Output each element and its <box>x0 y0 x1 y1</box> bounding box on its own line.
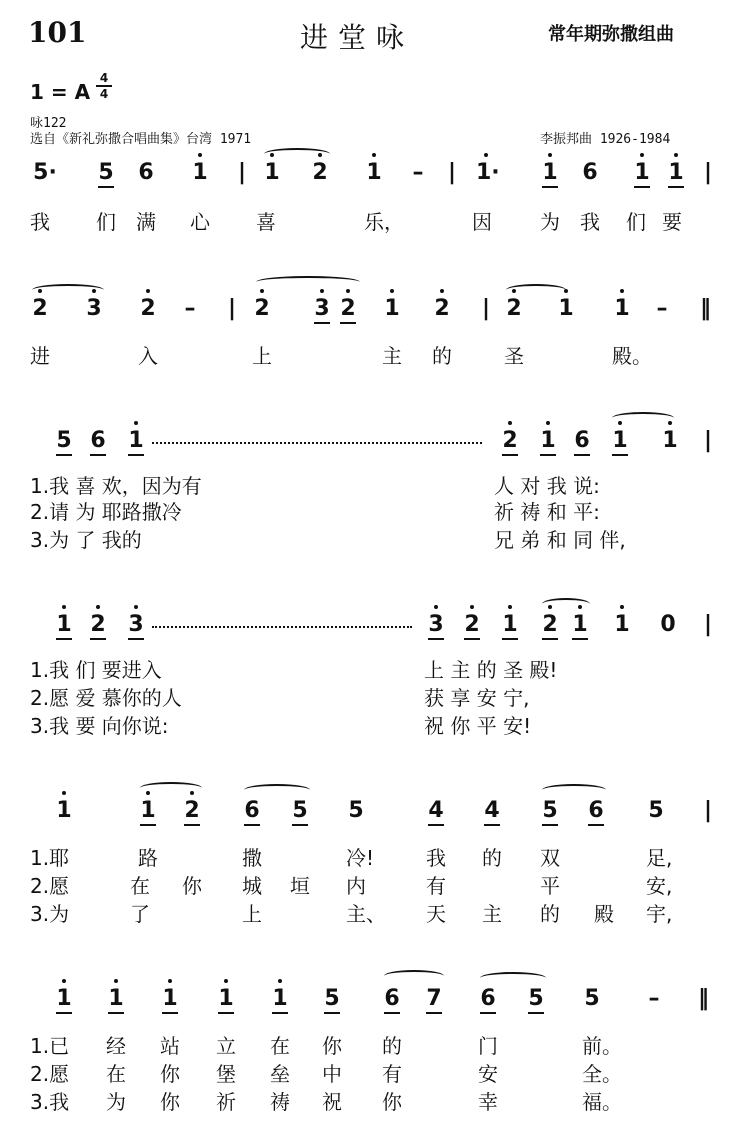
lyric: 立 <box>216 1034 236 1058</box>
lyric: 殿 <box>594 902 614 926</box>
verse-lyric: 兄 弟 和 同 伴, <box>494 528 626 552</box>
lyric: 经 <box>106 1034 126 1058</box>
slur <box>506 284 566 296</box>
note: 1 <box>666 160 686 185</box>
note: 2 <box>30 296 50 321</box>
note: 1 <box>106 986 126 1011</box>
lyric: 有 <box>426 874 446 898</box>
note: 2 <box>338 296 358 321</box>
note: 1 <box>610 428 630 453</box>
note: 5 <box>584 986 600 1011</box>
lyric: 中 <box>322 1062 342 1086</box>
note: 1 <box>632 160 652 185</box>
note: 5 <box>540 798 560 823</box>
slur <box>264 148 330 160</box>
lyric: 了 <box>130 902 150 926</box>
lyric: 你 <box>160 1090 180 1114</box>
lyric: 堡 <box>216 1062 236 1086</box>
lyric: 们 <box>626 210 646 234</box>
note: 2 <box>138 296 158 321</box>
lyric: 城 <box>242 874 262 898</box>
slur <box>480 972 546 984</box>
dash: – <box>184 296 196 321</box>
barline: | <box>704 798 713 823</box>
slur <box>32 284 104 296</box>
verse-lyric: 获 享 安 宁, <box>424 686 530 710</box>
lyric: 上 <box>252 344 272 368</box>
verse-lyric: 1.我 们 要进入 <box>30 658 162 682</box>
lyric: 你 <box>160 1062 180 1086</box>
source-note: 选自《新礼弥撒合唱曲集》台湾 1971 <box>30 132 252 147</box>
lyric: 祝 <box>322 1090 342 1114</box>
lyric: 1.已 <box>30 1034 70 1058</box>
dash: – <box>648 986 660 1011</box>
lyric: 门 <box>478 1034 498 1058</box>
lyric: 内 <box>346 874 366 898</box>
lyric: 乐， <box>364 210 404 234</box>
lyric: 3.为 <box>30 902 70 926</box>
verse-lyric: 3.我 要 向你说: <box>30 714 169 738</box>
note: 2 <box>540 612 560 637</box>
lyric: 要 <box>662 210 682 234</box>
note: 2 <box>310 160 330 185</box>
barline: | <box>482 296 491 321</box>
note: 1 <box>364 160 384 185</box>
lyric: 在 <box>106 1062 126 1086</box>
lyric: 你 <box>322 1034 342 1058</box>
note: 5 <box>54 428 74 453</box>
lyric: 祷 <box>270 1090 290 1114</box>
note: 1 <box>138 798 158 823</box>
note: 2 <box>500 428 520 453</box>
note: 1 <box>570 612 590 637</box>
note: 1 <box>540 160 560 185</box>
time-top: 4 <box>99 71 109 85</box>
rest: 0 <box>660 612 676 637</box>
lyric: 宇, <box>646 902 673 926</box>
lyric: 2.愿 <box>30 874 70 898</box>
lyric: 上 <box>242 902 262 926</box>
slur <box>244 784 310 796</box>
lyric: 的 <box>382 1034 402 1058</box>
lyric: 站 <box>160 1034 180 1058</box>
slur <box>542 784 606 796</box>
lyric: 喜 <box>256 210 276 234</box>
note: 5 <box>322 986 342 1011</box>
lyric: 足, <box>646 846 673 870</box>
note: 1 <box>612 612 632 637</box>
slur <box>384 970 444 982</box>
lyric: 在 <box>270 1034 290 1058</box>
lyric: 有 <box>382 1062 402 1086</box>
note: 1 <box>126 428 146 453</box>
note: 2 <box>182 798 202 823</box>
slur <box>140 782 202 794</box>
lyric: 主 <box>382 344 402 368</box>
composer-note: 李振邦曲 1926-1984 <box>540 132 671 147</box>
verse-lyric: 祝 你 平 安! <box>424 714 532 738</box>
lyric: 主 <box>482 902 502 926</box>
lyric: 的 <box>482 846 502 870</box>
note: 5 <box>648 798 664 823</box>
note: 1 <box>500 612 520 637</box>
lyric: 垣 <box>290 874 310 898</box>
note: 6 <box>88 428 108 453</box>
dash: – <box>412 160 424 185</box>
note: 2 <box>432 296 452 321</box>
hymn-code: 咏122 <box>30 116 67 131</box>
lyric: 我 <box>580 210 600 234</box>
note: 1 <box>538 428 558 453</box>
note: 3 <box>312 296 332 321</box>
note: 2 <box>252 296 272 321</box>
note: 1· <box>476 160 496 185</box>
note: 5 <box>290 798 310 823</box>
lyric: 我 <box>30 210 50 234</box>
note: 6 <box>242 798 262 823</box>
note: 1 <box>556 296 576 321</box>
note: 6 <box>382 986 402 1011</box>
time-signature <box>96 72 112 100</box>
lyric: 2.愿 <box>30 1062 70 1086</box>
lyric: 满 <box>136 210 156 234</box>
lyric: 1.耶 <box>30 846 70 870</box>
lyric: 3.我 <box>30 1090 70 1114</box>
note: 1 <box>54 798 74 823</box>
lyric: 祈 <box>216 1090 236 1114</box>
note: 1 <box>160 986 180 1011</box>
final-barline: ‖ <box>700 296 711 321</box>
lyric: 全。 <box>582 1062 622 1086</box>
hymn-title: 进堂咏 <box>300 21 415 54</box>
verse-lyric: 祈 祷 和 平: <box>494 500 600 524</box>
note: 1 <box>262 160 282 185</box>
barline: | <box>704 612 713 637</box>
lyric: 我 <box>426 846 446 870</box>
lyric: 在 <box>130 874 150 898</box>
note: 1 <box>270 986 290 1011</box>
lyric: 前。 <box>582 1034 622 1058</box>
lyric: 心 <box>190 210 210 234</box>
barline: | <box>704 428 713 453</box>
lyric: 的 <box>540 902 560 926</box>
lyric: 双 <box>540 846 560 870</box>
note: 1 <box>54 612 74 637</box>
verse-lyric: 人 对 我 说: <box>494 474 600 498</box>
lyric: 进 <box>30 344 50 368</box>
note: 4 <box>482 798 502 823</box>
lyric: 安, <box>646 874 673 898</box>
lyric: 圣 <box>504 344 524 368</box>
lyric: 的 <box>432 344 452 368</box>
barline: | <box>238 160 247 185</box>
note: 1 <box>216 986 236 1011</box>
barline: | <box>228 296 237 321</box>
lyric: 你 <box>382 1090 402 1114</box>
verse-lyric: 上 主 的 圣 殿! <box>424 658 558 682</box>
note: 6 <box>586 798 606 823</box>
hymn-subtitle: 常年期弥撒组曲 <box>548 24 674 45</box>
note: 2 <box>88 612 108 637</box>
lyric: 入 <box>138 344 158 368</box>
note: 3 <box>426 612 446 637</box>
lyric: 平 <box>540 874 560 898</box>
slur <box>542 598 590 610</box>
note: 6 <box>478 986 498 1011</box>
lyric: 为 <box>540 210 560 234</box>
lyric: 冷! <box>346 846 375 870</box>
lyric: 幸 <box>478 1090 498 1114</box>
barline: | <box>704 160 713 185</box>
note: 5 <box>526 986 546 1011</box>
barline: | <box>448 160 457 185</box>
hymn-number: 101 <box>28 16 87 49</box>
note: 1 <box>190 160 210 185</box>
note: 6 <box>572 428 592 453</box>
key-signature: 1 = A <box>30 80 91 104</box>
lyric: 为 <box>106 1090 126 1114</box>
note: 7 <box>424 986 444 1011</box>
note: 2 <box>504 296 524 321</box>
lyric: 们 <box>96 210 116 234</box>
note: 5 <box>96 160 116 185</box>
lyric: 因 <box>472 210 492 234</box>
slur <box>612 412 674 424</box>
note: 1 <box>54 986 74 1011</box>
note: 3 <box>126 612 146 637</box>
note: 6 <box>138 160 154 185</box>
note: 1 <box>612 296 632 321</box>
note: 3 <box>84 296 104 321</box>
note: 6 <box>582 160 598 185</box>
lyric: 你 <box>182 874 202 898</box>
final-barline: ‖ <box>698 986 709 1011</box>
verse-lyric: 2.请 为 耶路撒冷 <box>30 500 182 524</box>
lyric: 殿。 <box>612 344 652 368</box>
dash: – <box>656 296 668 321</box>
note: 4 <box>426 798 446 823</box>
verse-lyric: 3.为 了 我的 <box>30 528 142 552</box>
lyric: 天 <box>426 902 446 926</box>
hold-dots <box>152 626 412 628</box>
note: 5 <box>348 798 364 823</box>
verse-lyric: 1.我 喜 欢，因为有 <box>30 474 202 498</box>
lyric: 撒 <box>242 846 262 870</box>
note: 1 <box>382 296 402 321</box>
lyric: 路 <box>138 846 158 870</box>
verse-lyric: 2.愿 爱 慕你的人 <box>30 686 182 710</box>
time-bottom: 4 <box>99 87 109 101</box>
note: 2 <box>462 612 482 637</box>
note: 5· <box>33 160 57 185</box>
note: 1 <box>660 428 680 453</box>
lyric: 安 <box>478 1062 498 1086</box>
lyric: 主、 <box>346 902 386 926</box>
hold-dots <box>152 442 482 444</box>
lyric: 垒 <box>270 1062 290 1086</box>
slur <box>256 276 360 288</box>
lyric: 福。 <box>582 1090 622 1114</box>
